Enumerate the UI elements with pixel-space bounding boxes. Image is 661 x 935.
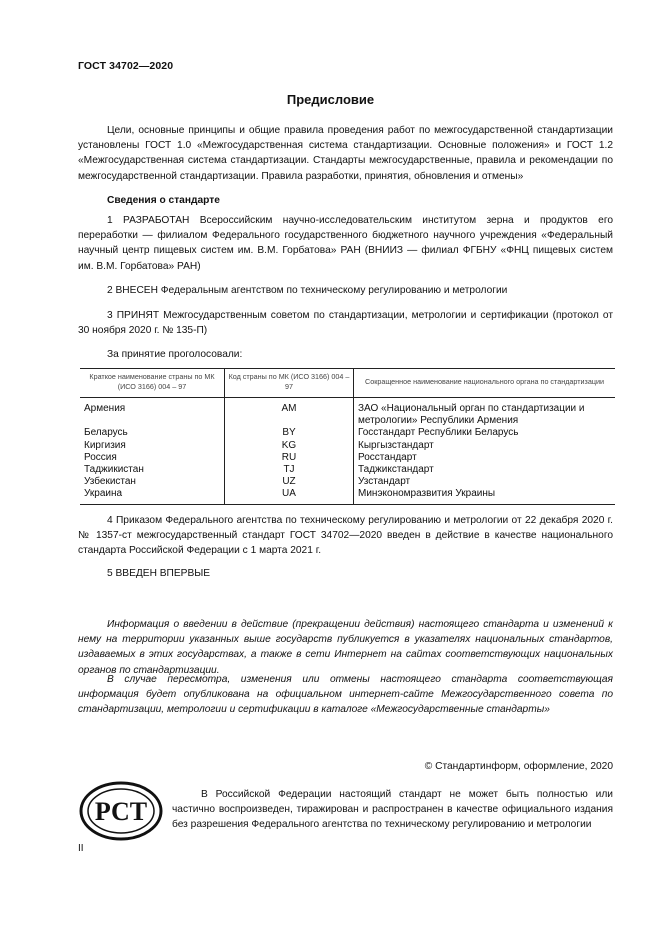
cell-code: UZ [225,476,354,488]
cell-code: TJ [225,464,354,476]
cell-code: UA [225,488,354,504]
document-header: ГОСТ 34702—2020 [78,60,174,72]
info-paragraph-1: Информация о введении в действие (прекращении действия) настоящего стандарта и изменений к нему на территории указанных выше государств публикуется в указателях национальных стандартов, издаваемых в этих государствах, а также в сети Интернет на сайтах соответствующих национальных органов по стандартизации. [78,619,613,676]
cell-body: Кыргызстандарт [358,439,434,451]
rst-logo [78,780,164,842]
item-5-introduced: 5 ВВЕДЕН ВПЕРВЫЕ [107,568,211,579]
page-title: Предисловие [286,92,375,107]
copyright: © Стандартинформ, оформление, 2020 [424,761,613,772]
cell-country: Таджикистан [80,464,225,476]
copyright-notice: В Российской Федерации настоящий стандарт не может быть полностью или частично воспроизведен, тиражирован и распространен в качестве официального издания без разрешения Федерального агентства по техническому регулированию и метрологии [172,789,613,831]
table-row [80,398,615,428]
cell-body: Таджикстандарт [358,464,434,476]
rst-logo-icon [78,780,164,842]
cell-body: Минэкономразвития Украины [354,488,616,504]
cell-body: Узстандарт [358,476,411,488]
header-country: Краткое наименование страны по МК (ИСО 3166) 004 – 97 [80,369,225,398]
table-row [80,427,615,439]
info-paragraph-2: В случае пересмотра, изменения или отмены настоящего стандарта соответствующая информация будет опубликована на официальном интернет-сайте Межгосударственного совета по стандартизации, метрологии и сертификации в каталоге «Межгосударственные стандарты» [78,674,613,716]
cell-country: Армения [80,398,225,428]
cell-code: RU [225,452,354,464]
cell-code: AM [225,398,354,428]
cell-body: Росстандарт [358,451,417,463]
table-header-row [80,369,615,398]
header-body: Сокращенное наименование национального органа по стандартизации [354,369,616,398]
header-code: Код страны по МК (ИСО 3166) 004 – 97 [225,369,354,398]
cell-body: Госстандарт Республики Беларусь [358,427,519,439]
cell-country: Киргизия [80,440,225,452]
voted-label: За принятие проголосовали: [107,349,243,360]
item-2-submitted: 2 ВНЕСЕН Федеральным агентством по техническому регулированию и метрологии [107,285,508,296]
section-title: Сведения о стандарте [107,195,220,206]
table-row [80,452,615,464]
cell-country: Узбекистан [80,476,225,488]
item-3-adopted: 3 ПРИНЯТ Межгосударственным советом по стандартизации, метрологии и сертификации (протокол от 30 ноября 2020 г. № 135-П) [78,310,613,337]
table-row [80,440,615,452]
table-row [80,476,615,488]
logo-text: РСТ [94,797,148,826]
cell-country: Беларусь [80,427,225,439]
cell-code: BY [225,427,354,439]
cell-country: Украина [80,488,225,504]
cell-body: ЗАО «Национальный орган по стандартизации и метрологии» Республики Армения [358,403,585,427]
item-4-order: 4 Приказом Федерального агентства по техническому регулированию и метрологии от 22 декабря 2020 г. № 1357-ст межгосударственный стандарт ГОСТ 34702—2020 введен в действие в качестве национального стандарта Российской Федерации с 1 марта 2021 г. [78,515,613,557]
table-row [80,464,615,476]
item-1-developed: 1 РАЗРАБОТАН Всероссийским научно-исследовательским институтом зерна и продуктов его переработки — филиалом Федерального государственного бюджетного научного учреждения «Федеральный научный центр пищевых систем им. В.М. Горбатова» РАН (ВНИИЗ — филиал ФГБНУ «ФНЦ пищевых систем им. В.М. Горбатова» РАН) [78,215,613,272]
cell-code: KG [225,440,354,452]
cell-country: Россия [80,452,225,464]
intro-paragraph: Цели, основные принципы и общие правила проведения работ по межгосударственной стандартизации установлены ГОСТ 1.0 «Межгосударственная система стандартизации. Основные положения» и ГОСТ 1.2 «Межгосударственная система стандартизации. Стандарты межгосударственные, правила и рекомендации по межгосударственной стандартизации. Правила разработки, принятия, обновления и отмены» [78,125,613,182]
page-number: II [78,843,84,854]
table-row [80,488,615,504]
voting-table [80,368,615,505]
